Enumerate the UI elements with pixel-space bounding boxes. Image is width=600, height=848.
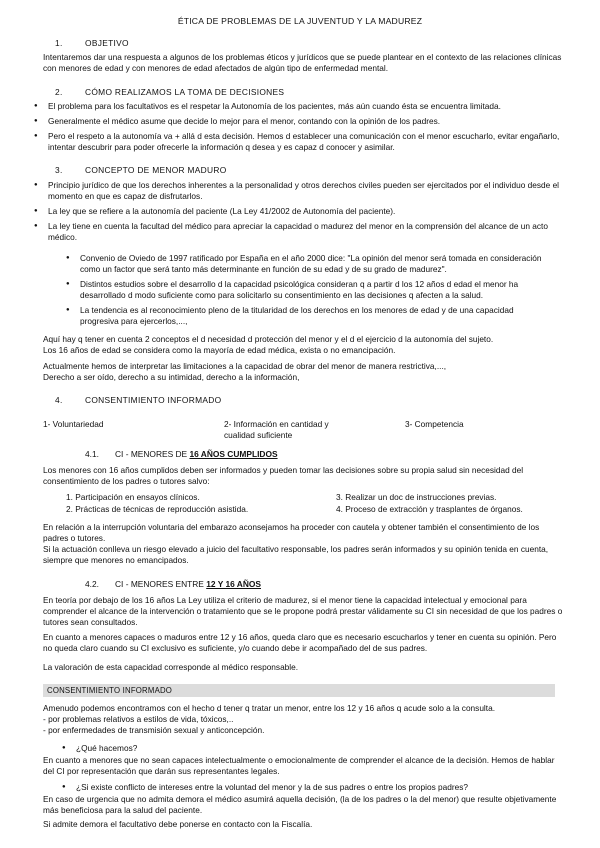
list-item: ● La ley que se refiere a la autonomía del paciente (La Ley 41/2002 de Autonomía del paciente). bbox=[48, 206, 563, 217]
list-item: ● ¿Si existe conflicto de intereses entre la voluntad del menor y la de sus padres o entre los propios padres? bbox=[76, 782, 556, 793]
subsection-4-2-p2: En cuanto a menores capaces o maduros entre 12 y 16 años, queda claro que es necesario escucharlos y tener en cuenta su opinión. Pero no queda claro cuando su CI exclusivo es suficiente, y/o cuando debe ir acompañado del de sus padres. bbox=[43, 632, 557, 653]
list-item: ● La ley tiene en cuenta la facultad del médico para apreciar la capacidad o madurez del menor en la comprensión del alcance de un acto médico. bbox=[48, 221, 563, 243]
exception-3: 3. Realizar un doc de instrucciones previas. bbox=[336, 492, 497, 502]
subsection-4-1-p2: Si la actuación conlleva un riesgo elevado a juicio del facultativo responsable, los padres serán informados y su opinión tenida en cuenta, siempre que menores no emancipados. bbox=[43, 544, 549, 565]
section-3-dash-list bbox=[80, 253, 550, 327]
ci-requirement-2: 2- Información en cantidad y cualidad suficiente bbox=[224, 419, 329, 440]
section-3-after-1: Aquí hay q tener en cuenta 2 conceptos el d necesidad d protección del menor y el d el ejercicio d la autonomía del sujeto. bbox=[43, 334, 494, 344]
list-item: ● La tendencia es al reconocimiento pleno de la titularidad de los derechos en los menores de edad y de una capacidad progresiva para ejercerlos,..., bbox=[80, 305, 550, 327]
subsection-4-2-p1: En teoría por debajo de los 16 años La Ley utiliza el criterio de madurez, si el menor tiene la capacidad intelectual y emocional para comprender el alcance de la intervención o tratamiento que se le propone podrá prestar válidamente su CI sin necesidad de que los padres o tutores sean consultados. bbox=[43, 595, 563, 627]
section-3-heading: 3. CONCEPTO DE MENOR MADURO bbox=[55, 165, 227, 175]
section-3-list bbox=[48, 180, 563, 243]
ci-requirement-1: 1- Voluntariedad bbox=[43, 419, 104, 429]
section-1-text: Intentaremos dar una respuesta a algunos de los problemas éticos y jurídicos que se puede plantear en el contexto de las relaciones clínicas con menores de edad y con menores de edad afectados de algún tipo de enfermedad mental. bbox=[43, 52, 562, 73]
subsection-4-2-p3: La valoración de esta capacidad corresponde al médico responsable. bbox=[43, 662, 299, 672]
section-2-list bbox=[48, 101, 563, 153]
band-l2: - por enfermedades de transmisión sexual y anticoncepción. bbox=[43, 725, 265, 735]
exception-1: 1. Participación en ensayos clínicos. bbox=[66, 492, 200, 502]
list-item: ● Generalmente el médico asume que decide lo mejor para el menor, contando con la opinión de los padres. bbox=[48, 116, 563, 127]
exception-2: 2. Prácticas de técnicas de reproducción asistida. bbox=[66, 504, 249, 514]
section-4-heading: 4. CONSENTIMIENTO INFORMADO bbox=[55, 395, 222, 405]
section-3-after-3: Actualmente hemos de interpretar las limitaciones a la capacidad de obrar del menor de manera restrictiva,..., bbox=[43, 361, 447, 371]
band-p1: Amenudo podemos encontramos con el hecho d tener q tratar un menor, entre los 12 y 16 años q acude solo a la consulta. bbox=[43, 703, 496, 713]
band-p2: En cuanto a menores que no sean capaces intelectualmente o emocionalmente de comprender el alcance de la decisión. Hemos de hablar del CI por representación que darán sus representantes legales. bbox=[43, 755, 555, 776]
band-p4: Si admite demora el facultativo debe ponerse en contacto con la Fiscalía. bbox=[43, 819, 313, 829]
subsection-4-1-heading: 4.1. CI - MENORES DE 16 AÑOS CUMPLIDOS bbox=[85, 449, 278, 459]
section-3-after-2: Los 16 años de edad se considera como la mayoría de edad médica, exista o no emancipación. bbox=[43, 345, 396, 355]
band-heading: CONSENTIMIENTO INFORMADO bbox=[47, 686, 173, 695]
section-3-after-4: Derecho a ser oído, derecho a su intimidad, derecho a la información, bbox=[43, 372, 300, 382]
subsection-4-1-intro: Los menores con 16 años cumplidos deben ser informados y pueden tomar las decisiones sobre su propia salud sin necesidad del consentimiento de los padres o tutores salvo: bbox=[43, 465, 524, 486]
band-question-2 bbox=[76, 782, 556, 793]
list-item: ● Distintos estudios sobre el desarrollo d la capacidad psicológica consideran q a partir d los 12 años d edad el menor ha desarrollado d modo suficiente como para solicitarlo su consentimiento en las decisiones q afecten a la salud. bbox=[80, 279, 550, 301]
list-item: ● El problema para los facultativos es el respetar la Autonomía de los pacientes, más aún cuando ésta se encuentra limitada. bbox=[48, 101, 563, 112]
section-2-heading: 2. CÓMO REALIZAMOS LA TOMA DE DECISIONES bbox=[55, 87, 285, 97]
list-item: ● Pero el respeto a la autonomía va + allá d esta decisión. Hemos d establecer una comunicación con el menor escucharlo, evitar engañarlo, intentar descubrir para poder ofrecerle la información q desea y es capaz d conocer y asimilar. bbox=[48, 131, 563, 153]
list-item: ● Principio jurídico de que los derechos inherentes a la personalidad y otros derechos civiles pueden ser ejercitados por el individuo desde el momento en que es capaz de disfrutarlos. bbox=[48, 180, 563, 202]
band-p3: En caso de urgencia que no admita demora el médico asumirá aquella decisión, (la de los padres o la del menor) que resulte objetivamente más beneficiosa para la salud del paciente. bbox=[43, 794, 557, 815]
list-item: ● ¿Qué hacemos? bbox=[76, 743, 556, 754]
band-question-1 bbox=[76, 743, 556, 754]
exception-4: 4. Proceso de extracción y trasplantes de órganos. bbox=[336, 504, 523, 514]
subsection-4-1-p1: En relación a la interrupción voluntaria del embarazo aconsejamos ha proceder con cautela y obtener también el consentimiento de los padres o tutores. bbox=[43, 522, 540, 543]
subsection-4-2-heading: 4.2. CI - MENORES ENTRE 12 Y 16 AÑOS bbox=[85, 579, 261, 589]
ci-requirement-3: 3- Competencia bbox=[405, 419, 464, 429]
list-item: ● Convenio de Oviedo de 1997 ratificado por España en el año 2000 dice: "La opinión del menor será tomada en consideración como un factor que será tanto más determinante en función de su edad y de su grado de madurez". bbox=[80, 253, 550, 275]
band-l1: - por problemas relativos a estilos de vida, tóxicos,.. bbox=[43, 714, 234, 724]
section-1-heading: 1. OBJETIVO bbox=[55, 38, 129, 48]
document-title: ÉTICA DE PROBLEMAS DE LA JUVENTUD Y LA MADUREZ bbox=[177, 16, 423, 26]
